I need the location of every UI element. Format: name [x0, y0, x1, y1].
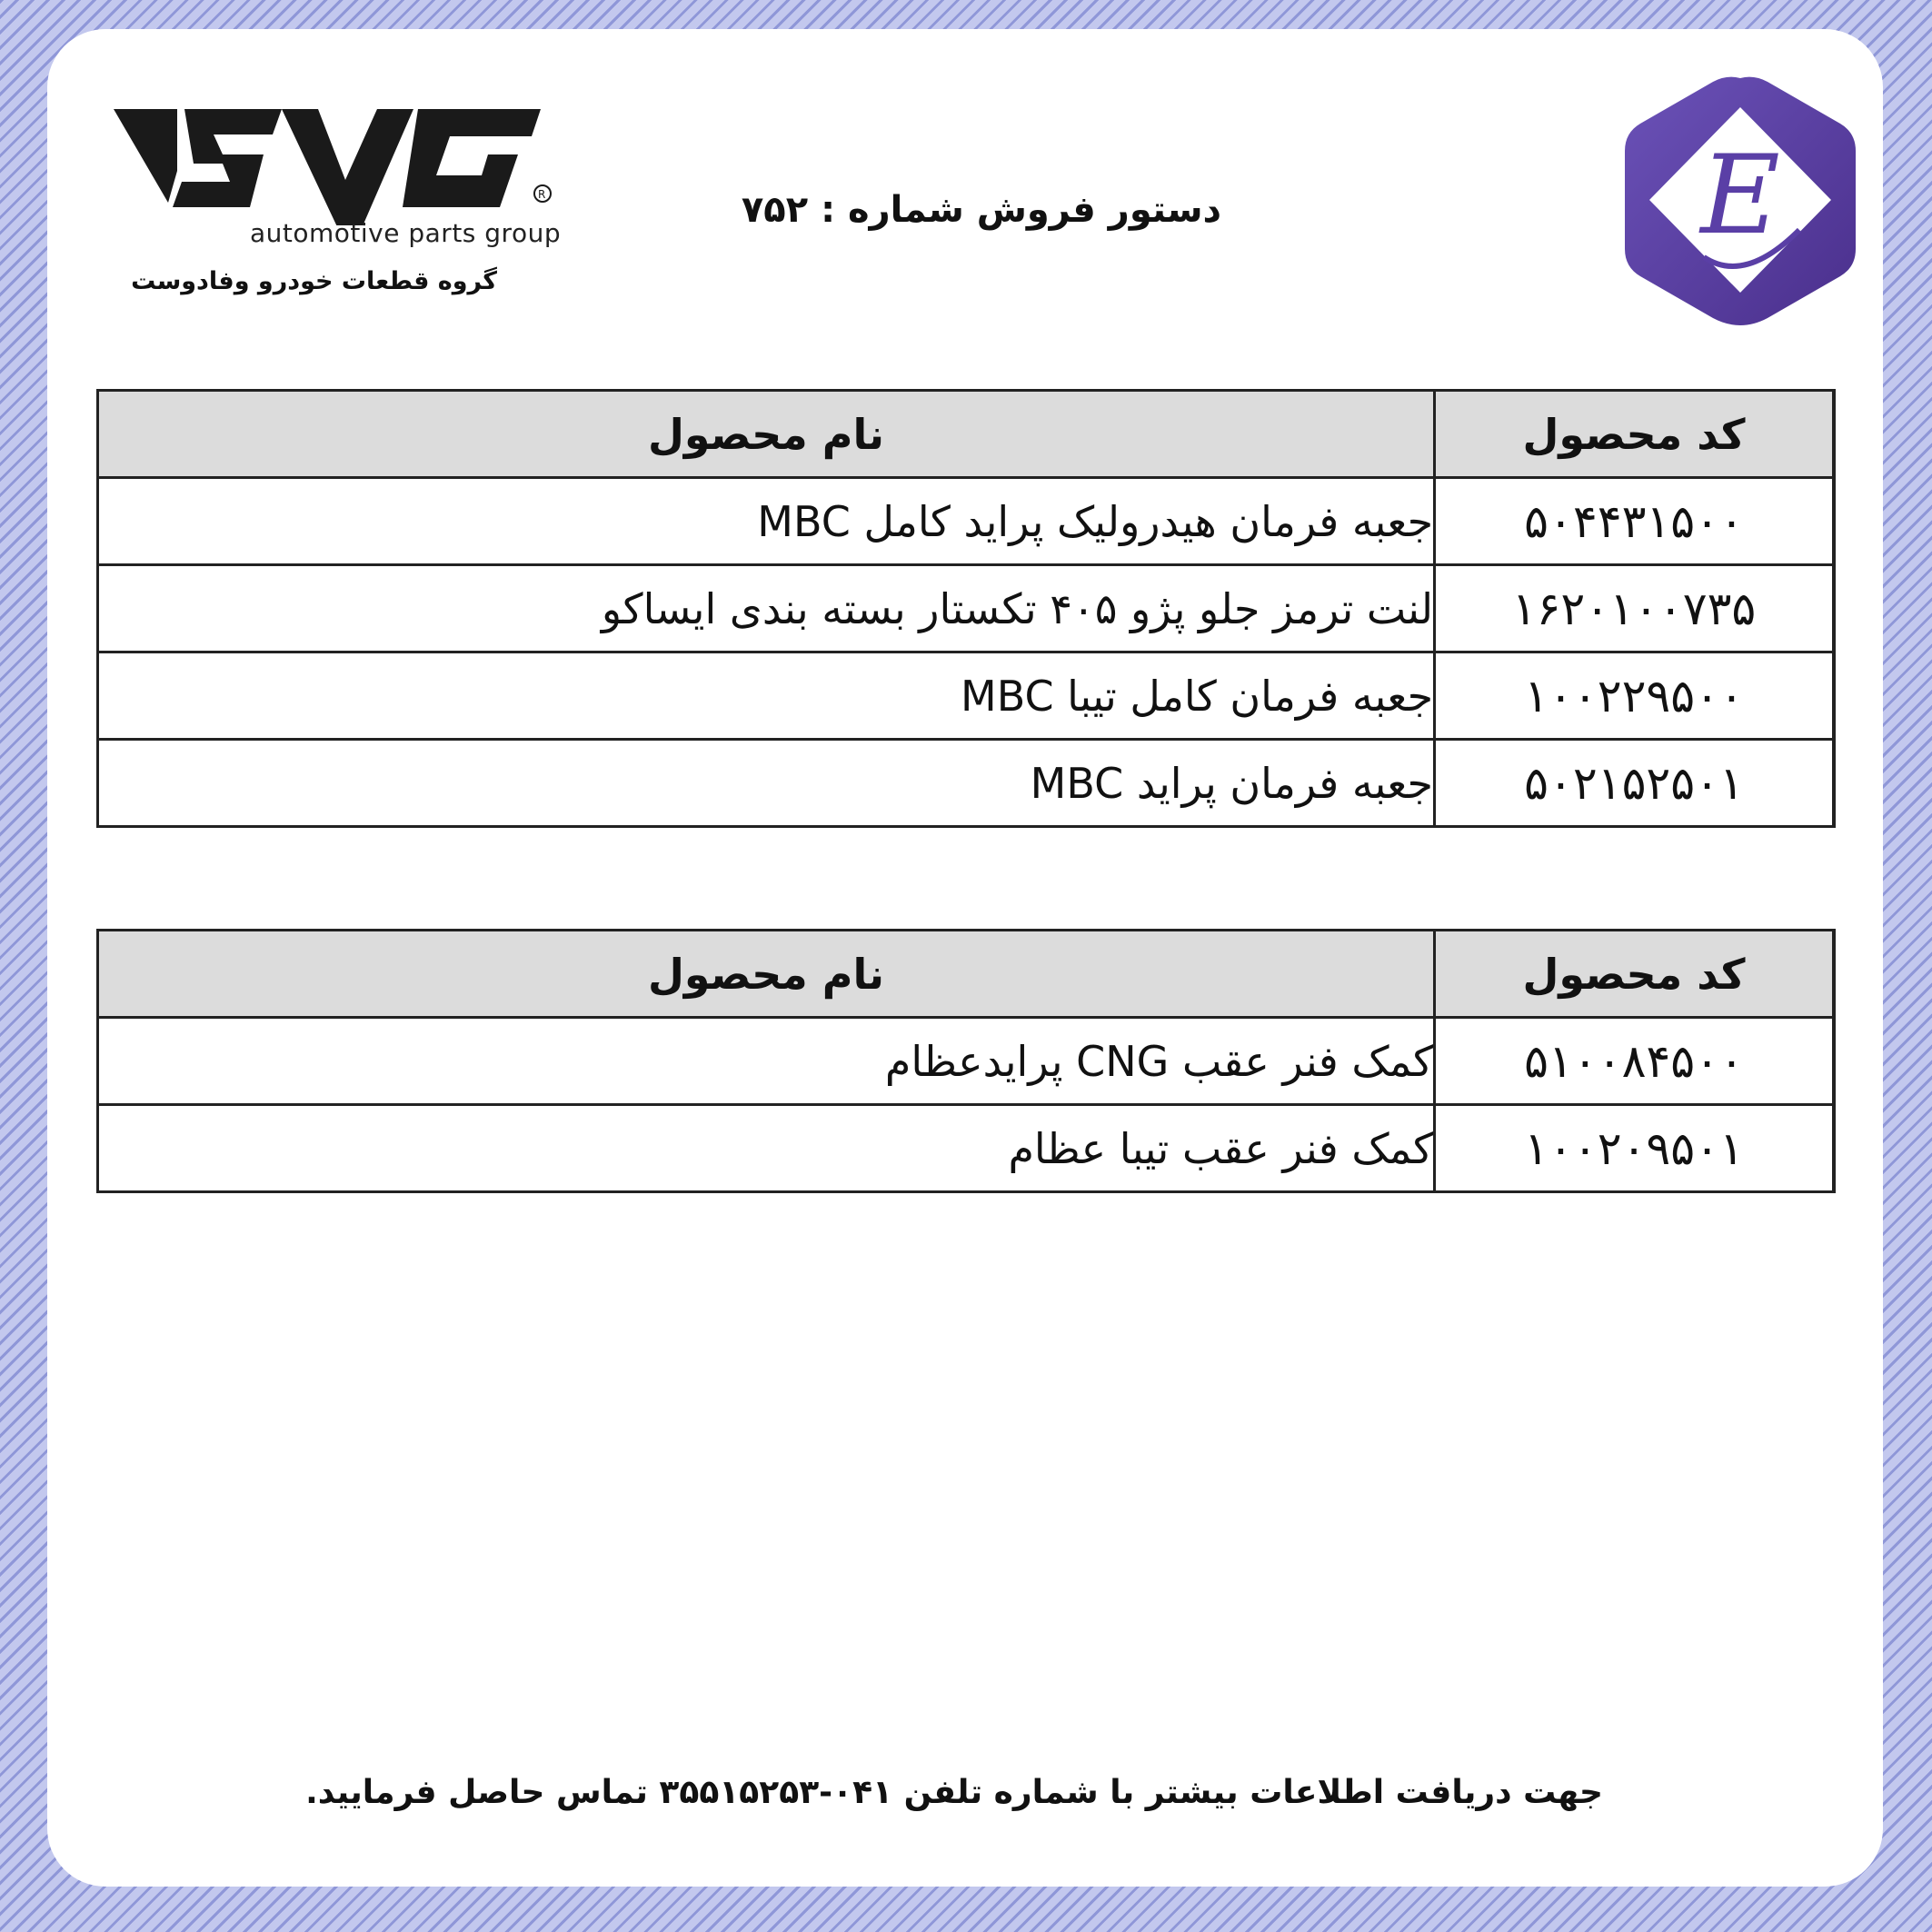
- table-row: [98, 1105, 1835, 1192]
- product-name: جعبه فرمان کامل تیبا MBC: [98, 652, 1435, 740]
- brand-persian-tagline: گروه قطعات خودرو وفادوست: [131, 267, 497, 295]
- table-row: [98, 1018, 1835, 1105]
- code-column-header: کد محصول: [1435, 391, 1835, 478]
- svg-monogram-icon: [114, 107, 559, 225]
- svg-text:R: R: [538, 188, 546, 201]
- product-code: ۱۶۲۰۱۰۰۷۳۵: [1435, 565, 1835, 652]
- product-code: ۵۰۲۱۵۲۵۰۱: [1435, 740, 1835, 827]
- e-hexagon-logo-icon: [1618, 71, 1863, 330]
- svg-text:E: E: [1700, 133, 1780, 259]
- product-code: ۵۰۴۴۳۱۵۰۰: [1435, 478, 1835, 565]
- table-header-row: [98, 931, 1835, 1018]
- table-row: [98, 478, 1835, 565]
- product-code: ۵۱۰۰۸۴۵۰۰: [1435, 1018, 1835, 1105]
- products-table-2: [96, 929, 1836, 1193]
- name-column-header: نام محصول: [98, 391, 1435, 478]
- product-code: ۱۰۰۲۰۹۵۰۱: [1435, 1105, 1835, 1192]
- name-column-header: نام محصول: [98, 931, 1435, 1018]
- products-table-1: [96, 389, 1836, 828]
- svg-brand-logo: [114, 107, 562, 303]
- product-code: ۱۰۰۲۲۹۵۰۰: [1435, 652, 1835, 740]
- product-name: لنت ترمز جلو پژو ۴۰۵ تکستار بسته بندی ایساکو: [98, 565, 1435, 652]
- product-name: جعبه فرمان پراید MBC: [98, 740, 1435, 827]
- brand-english-tagline: automotive parts group: [250, 218, 562, 248]
- product-name: کمک فنر عقب CNG پرایدعظام: [98, 1018, 1435, 1105]
- table-header-row: [98, 391, 1835, 478]
- product-name: جعبه فرمان هیدرولیک پراید کامل MBC: [98, 478, 1435, 565]
- code-column-header: کد محصول: [1435, 931, 1835, 1018]
- table-row: [98, 565, 1835, 652]
- product-name: کمک فنر عقب تیبا عظام: [98, 1105, 1435, 1192]
- contact-footer: جهت دریافت اطلاعات بیشتر با شماره تلفن ۰۴۱-۳۵۵۱۵۲۵۳ تماس حاصل فرمایید.: [305, 1774, 1603, 1811]
- table-row: [98, 652, 1835, 740]
- table-row: [98, 740, 1835, 827]
- page-title: دستور فروش شماره : ۷۵۲: [741, 189, 1222, 231]
